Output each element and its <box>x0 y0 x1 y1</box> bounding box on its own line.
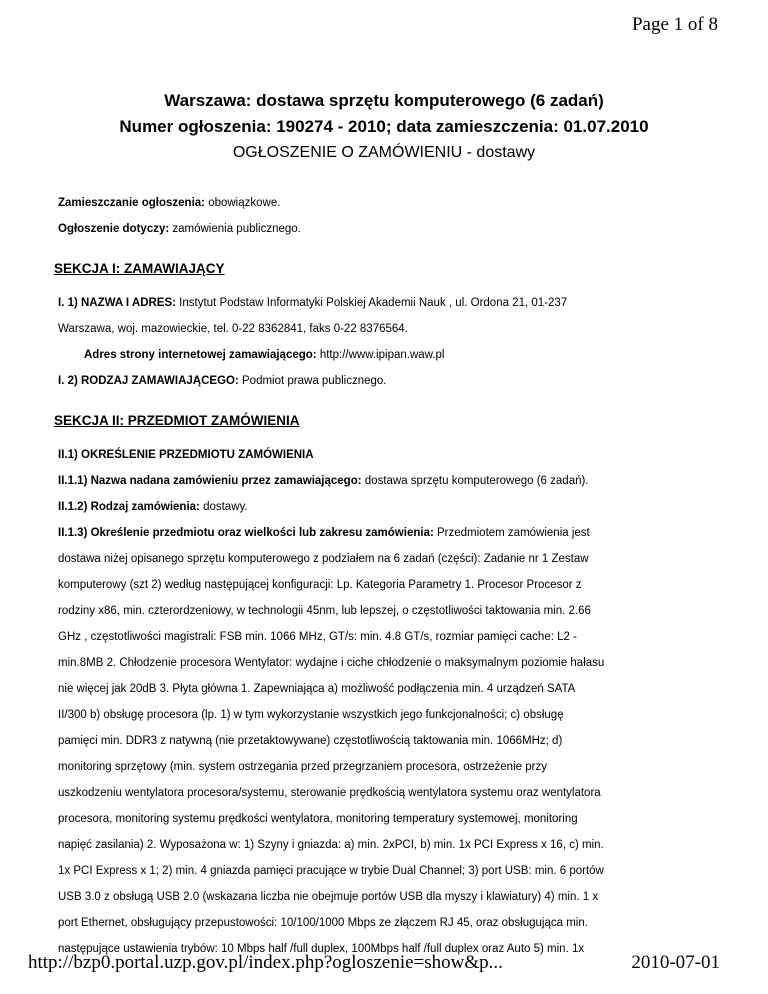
website-line <box>58 342 718 368</box>
order-name-value: dostawa sprzętu komputerowego (6 zadań). <box>361 475 589 487</box>
order-kind-line <box>58 494 718 520</box>
page-number: Page 1 of 8 <box>631 14 718 35</box>
contracting-type-value: Podmiot prawa publicznego. <box>238 375 387 387</box>
posting-line <box>58 190 718 216</box>
scope-text-line: nie więcej jak 20dB 3. Płyta główna 1. Zapewniająca a) możliwość podłączenia min. 4 urządzeń SATA <box>58 683 576 695</box>
scope-text-line: następujące ustawienia trybów: 10 Mbps half /full duplex, 100Mbps half /full duplex oraz Auto 5) min. 1x <box>58 943 585 955</box>
footer-date: 2010-07-01 <box>631 952 720 973</box>
scope-text-line: pamięci min. DDR3 z natywną (nie przetaktowywane) częstotliwością taktowania min. 1066MHz; d) <box>58 735 563 747</box>
order-name-label: II.1.1) Nazwa nadana zamówieniu przez zamawiającego: <box>58 475 362 487</box>
notice-number: Numer ogłoszenia: 190274 - 2010; data zamieszczenia: 01.07.2010 <box>119 117 649 136</box>
contracting-name-line <box>58 290 718 316</box>
footer-url: http://bzp0.portal.uzp.gov.pl/index.php?ogloszenie=show&p... <box>28 952 503 973</box>
posting-value: obowiązkowe. <box>205 197 281 209</box>
notice-type: OGŁOSZENIE O ZAMÓWIENIU - dostawy <box>232 144 536 161</box>
concerns-label: Ogłoszenie dotyczy: <box>58 223 170 235</box>
scope-text-line: procesora, monitoring systemu prędkości wentylatora, monitoring temperatury systemowej, monitoring <box>58 813 578 825</box>
contracting-type-line <box>58 368 718 394</box>
scope-text-line: monitoring sprzętowy (min. system ostrzegania przed przegrzaniem procesora, ostrzeżenie przy <box>58 761 547 773</box>
posting-label: Zamieszczanie ogłoszenia: <box>58 197 205 209</box>
scope-text-line: GHz , częstotliwości magistrali: FSB min. 1066 MHz, GT/s: min. 4.8 GT/s, rozmiar pamięci cache: L2 - <box>58 631 577 643</box>
scope-text-line: 1x PCI Express x 1; 2) min. 4 gniazda pamięci pracujące w trybie Dual Channel; 3) port USB: min. 6 portów <box>58 865 604 877</box>
scope-text-line: USB 3.0 z obsługą USB 2.0 (wskazana liczba nie obejmuje portów USB dla myszy i klawiatury) 4) min. 1 x <box>58 891 599 903</box>
order-scope-label: II.1.3) Określenie przedmiotu oraz wielkości lub zakresu zamówienia: <box>58 527 434 539</box>
order-scope-line <box>58 520 718 546</box>
scope-text-line: napięć zasilania) 2. Wyposażona w: 1) Szyny i gniazda: a) min. 2xPCI, b) min. 1x PCI Express x 16, c) min. <box>58 839 604 851</box>
order-name-line <box>58 468 718 494</box>
document-body <box>54 190 718 962</box>
order-kind-label: II.1.2) Rodzaj zamówienia: <box>58 501 200 513</box>
scope-text-line: dostawa niżej opisanego sprzętu komputerowego z podziałem na 6 zadań (części): Zadanie nr 1 Zestaw <box>58 553 589 565</box>
section-2-heading: SEKCJA II: PRZEDMIOT ZAMÓWIENIA <box>54 413 300 428</box>
scope-text-line: rodziny x86, min. czterordzeniowy, w technologii 45nm, lub lepszej, o częstotliwości taktowania min. 2.66 <box>58 605 591 617</box>
scope-text-line: uszkodzeniu wentylatora procesora/systemu, sterowanie prędkością wentylatora systemu oraz wentylatora <box>58 787 601 799</box>
notice-title: Warszawa: dostawa sprzętu komputerowego (6 zadań) <box>164 91 604 110</box>
title-block <box>0 88 768 166</box>
concerns-value: zamówienia publicznego. <box>169 223 301 235</box>
website-label: Adres strony internetowej zamawiającego: <box>84 349 317 361</box>
order-kind-value: dostawy. <box>199 501 248 513</box>
section-1-heading: SEKCJA I: ZAMAWIAJĄCY <box>54 261 225 276</box>
contracting-name-label: I. 1) NAZWA I ADRES: <box>58 297 176 309</box>
order-scope-value: Przedmiotem zamówienia jest <box>433 527 590 539</box>
concerns-line <box>58 216 718 242</box>
contracting-name-value: Instytut Podstaw Informatyki Polskiej Akademii Nauk , ul. Ordona 21, 01-237 <box>175 297 568 309</box>
scope-text-line: min.8MB 2. Chłodzenie procesora Wentylator: wydajne i ciche chłodzenie o maksymalnym poziomie hałasu <box>58 657 605 669</box>
scope-text-line: port Ethernet, obsługujący przepustowości: 10/100/1000 Mbps ze złączem RJ 45, oraz obsługująca min. <box>58 917 588 929</box>
website-value: http://www.ipipan.waw.pl <box>316 349 445 361</box>
scope-text-line: komputerowy (szt 2) według następującej konfiguracji: Lp. Kategoria Parametry 1. Procesor Procesor z <box>58 579 582 591</box>
contracting-address-line: Warszawa, woj. mazowieckie, tel. 0-22 8362841, faks 0-22 8376564. <box>58 323 408 335</box>
subject-subheading: II.1) OKREŚLENIE PRZEDMIOTU ZAMÓWIENIA <box>58 449 314 461</box>
contracting-type-label: I. 2) RODZAJ ZAMAWIAJĄCEGO: <box>58 375 239 387</box>
page-footer <box>28 952 720 974</box>
scope-text-line: II/300 b) obsługę procesora (lp. 1) w tym wykorzystanie wszystkich jego funkcjonalności; c) obsługę <box>58 709 564 721</box>
